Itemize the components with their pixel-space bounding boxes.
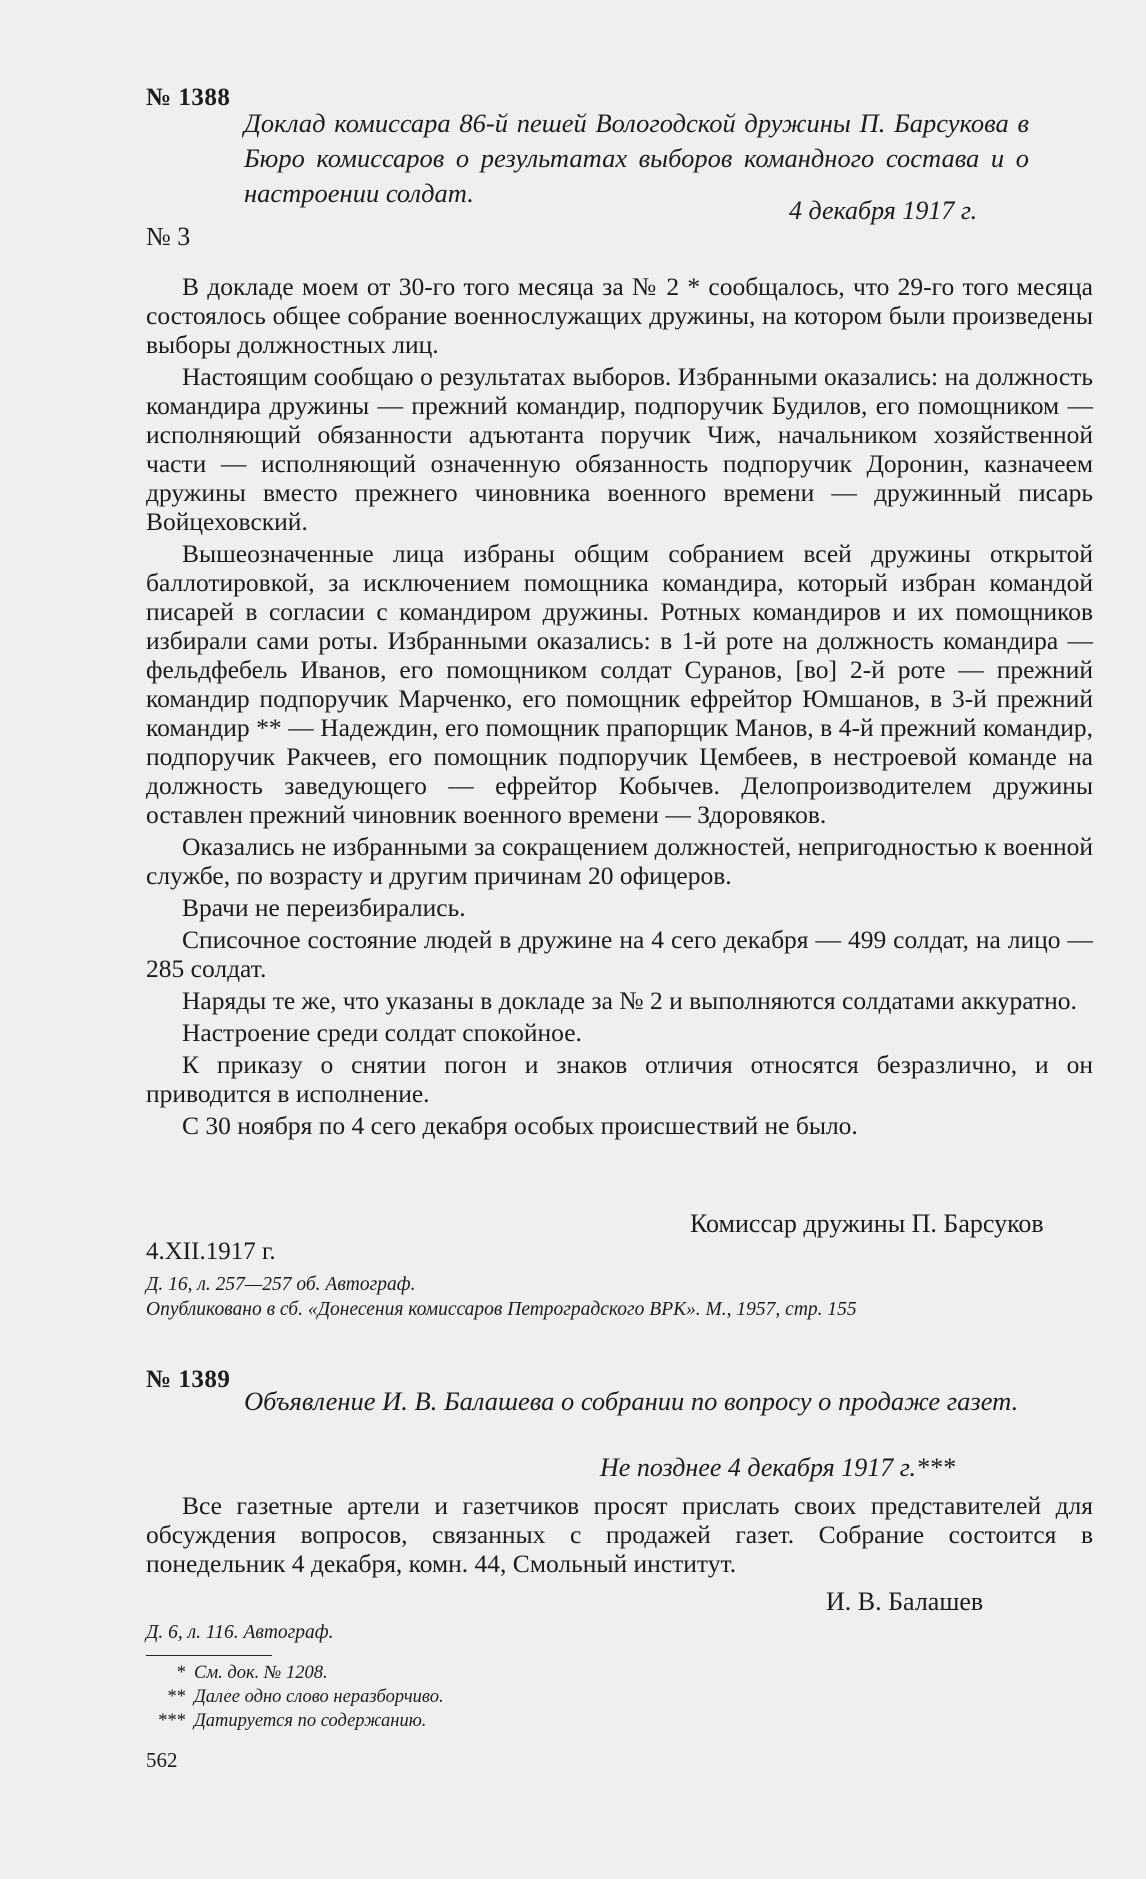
document-date: 4 декабря 1917 г. <box>789 196 978 225</box>
paragraph: Настоящим сообщаю о результатах выборов. Избранными оказались: на должность командира дружины — прежний командир, подпоручик Будилов, его помощником — исполняющий обязанности адъютанта поручик Чиж, начальником хозяйственной части — исполняющий означенную обязанность подпоручик Доронин, казначеем дружины вместо прежнего чиновника военного времени — дружинный писарь Войцеховский. <box>146 362 1093 536</box>
footnote-text: Датируется по содержанию. <box>194 1711 427 1731</box>
paragraph: В докладе моем от 30-го того месяца за № 2 * сообщалось, что 29-го того месяца состоялось общее собрание военнослужащих дружины, на котором были произведены выборы должностных лиц. <box>146 272 1093 359</box>
document-number: № 1389 <box>146 1366 231 1393</box>
footnote-mark: *** <box>158 1711 186 1731</box>
paragraph: Наряды те же, что указаны в докладе за № 2 и выполняются солдатами аккуратно. <box>182 986 1077 1015</box>
footnote-text: См. док. № 1208. <box>194 1663 328 1683</box>
signed-date: 4.XII.1917 г. <box>146 1238 276 1265</box>
footnote <box>146 1709 426 1733</box>
document-number: № 1388 <box>146 84 231 111</box>
footnote-divider <box>146 1655 272 1656</box>
paragraph: Вышеозначенные лица избраны общим собранием всей дружины открытой баллотировкой, за исключением помощника командира, который избран командой писарей в согласии с командиром дружины. Ротных командиров и их помощников избирали сами роты. Избранными оказались: в 1-й роте на должность командира — фельдфебель Иванов, его помощником солдат Суранов, [во] 2-й роте — прежний командир подпоручик Марченко, его помощник ефрейтор Юмшанов, в 3-й прежний командир ** — Надеждин, его помощник прапорщик Манов, в 4-й прежний командир, подпоручик Ракчеев, его помощник подпоручик Цембеев, в нестроевой команде на должность заведующего — ефрейтор Кобычев. Делопроизводителем дружины оставлен прежний чиновник военного времени — Здоровяков. <box>146 539 1093 829</box>
signature: Комиссар дружины П. Барсуков <box>690 1209 1044 1238</box>
report-body <box>146 272 1093 1143</box>
paragraph: С 30 ноября по 4 сего декабря особых происшествий не было. <box>182 1111 858 1140</box>
footnote-mark: ** <box>167 1687 186 1707</box>
paragraph: Оказались не избранными за сокращением должностей, непригодностью к военной службе, по возрасту и другим причинам 20 офицеров. <box>146 832 1093 890</box>
page-number: 562 <box>146 1748 178 1772</box>
publication-note: Опубликовано в сб. «Донесения комиссаров Петроградского ВРК». М., 1957, стр. 155 <box>146 1299 857 1320</box>
footnote-mark: * <box>176 1663 186 1683</box>
footnote <box>146 1661 328 1685</box>
paragraph: Настроение среди солдат спокойное. <box>182 1018 582 1047</box>
footnote <box>146 1685 444 1709</box>
document-date: Не позднее 4 декабря 1917 г.*** <box>600 1453 956 1482</box>
announcement-body <box>146 1491 1093 1581</box>
report-number: № 3 <box>146 222 191 251</box>
paragraph: Все газетные артели и газетчиков просят прислать своих представителей для обсуждения вопросов, связанных с продажей газет. Собрание состоится в понедельник 4 декабря, комн. 44, Смольный институт. <box>146 1491 1093 1578</box>
signature: И. В. Балашев <box>826 1587 984 1616</box>
document-title: Объявление И. В. Балашева о собрании по вопросу о продаже газет. <box>244 1386 1019 1416</box>
archive-reference: Д. 16, л. 257—257 об. Автограф. <box>146 1274 416 1295</box>
document-title: Доклад комиссара 86-й пешей Вологодской дружины П. Барсукова в Бюро комиссаров о результатах выборов командного состава и о настроении солдат. <box>244 108 1029 208</box>
footnote-text: Далее одно слово неразборчиво. <box>194 1687 444 1707</box>
archive-reference: Д. 6, л. 116. Автограф. <box>146 1622 334 1643</box>
paragraph: К приказу о снятии погон и знаков отличия относятся безразлично, и он приводится в исполнение. <box>146 1050 1093 1108</box>
paragraph: Списочное состояние людей в дружине на 4 сего декабря — 499 солдат, на лицо — 285 солдат. <box>146 925 1093 983</box>
paragraph: Врачи не переизбирались. <box>182 893 466 922</box>
